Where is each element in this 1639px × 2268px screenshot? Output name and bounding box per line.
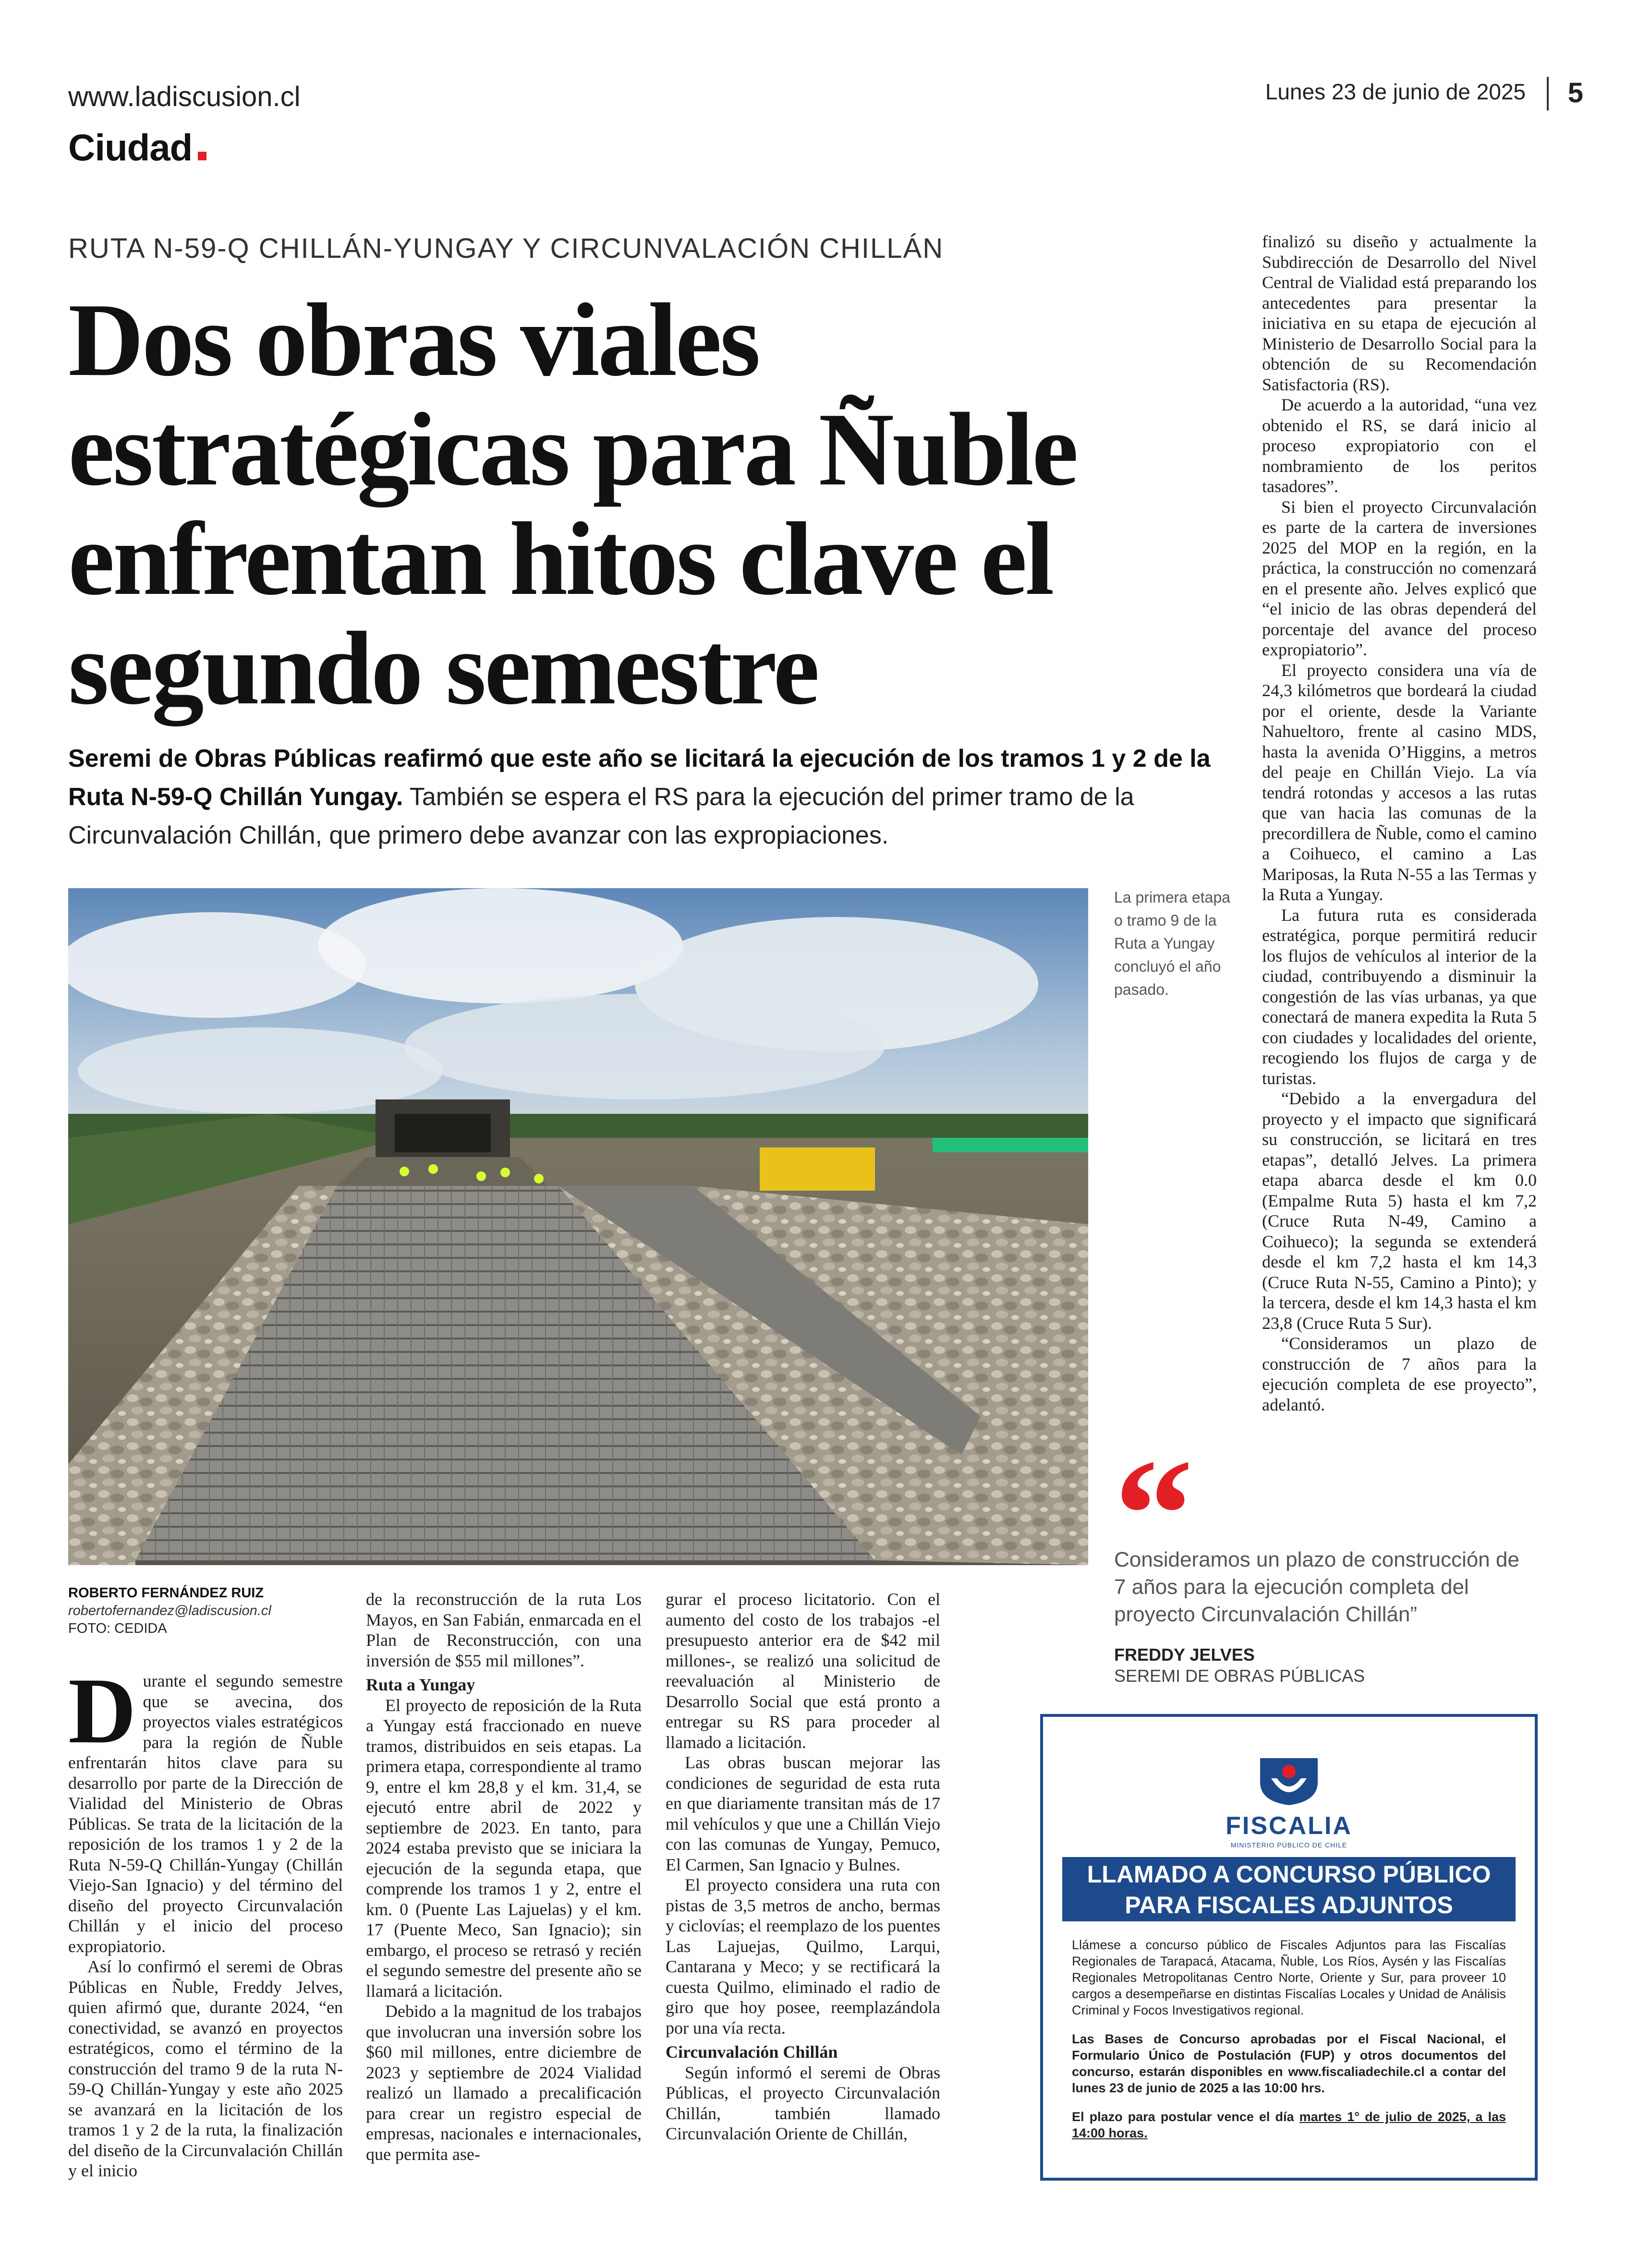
paragraph	[68, 1659, 343, 1956]
paragraph-text: urante el segundo semestre que se avecina, dos proyectos viales estratégicos para la región de Ñuble enfrentarán hitos clave para su desarrollo por parte de la Dirección de Vialidad del Ministerio de Obras Públicas. Se trata de la licitación de la reposición de los tramos 1 y 2 de la Ruta N-59-Q Chillán-Yungay (Chillán Viejo-San Ignacio) y del término del diseño del proyecto Circunvalación Chillán y el inicio del proceso expropiatorio.	[68, 1671, 343, 1956]
fiscalia-logo	[1043, 1753, 1535, 1849]
article-column-4	[1262, 231, 1537, 1415]
page-number: 5	[1567, 77, 1583, 109]
article-headline: Dos obras viales estratégicas para Ñuble enfrentan hitos clave el segundo semestre	[68, 282, 1077, 726]
section-label	[68, 126, 206, 169]
ad-title-line-1: LLAMADO A CONCURSO PÚBLICO	[1087, 1861, 1491, 1888]
fiscalia-logo-subtext: MINISTERIO PÚBLICO DE CHILE	[1230, 1841, 1348, 1849]
paragraph: “Debido a la envergadura del proyecto y el impacto que significará su construcción, se licitará en tres etapas”, detalló Jelves. La primera etapa abarca desde el km 0.0 (Empalme Ruta 5) hasta el km 7,2 (Cruce Ruta N-49, Camino a Coihueco); la segunda se extenderá desde el km 7,2 hasta el km 14,3 (Cruce Ruta N-55, Camino a Pinto); y la tercera, desde el km 14,3 hasta el km 23,8 (Cruce Ruta 5 Sur).	[1262, 1089, 1537, 1333]
article-lede	[68, 739, 1235, 855]
article-kicker: RUTA N-59-Q CHILLÁN-YUNGAY Y CIRCUNVALACIÓN CHILLÁN	[68, 233, 944, 264]
issue-date: Lunes 23 de junio de 2025	[1265, 79, 1526, 104]
paragraph: El proyecto considera una vía de 24,3 kilómetros que bordeará la ciudad por el oriente, desde la Variante Nahueltoro, frente al casino MDS, hasta la avenida O’Higgins, a metros del peaje en Chillán Viejo. La vía tendrá rotondas y accesos a las rutas que van hacia las comunas de la precordillera de Ñuble, como el camino a Coihueco, el camino a Las Mariposas, la Ruta N-55 a las Termas y la Ruta a Yungay.	[1262, 660, 1537, 904]
paragraph: finalizó su diseño y actualmente la Subdirección de Desarrollo del Nivel Central de Vialidad está preparando los antecedentes para presentar la iniciativa en su etapa de ejecución al Ministerio de Desarrollo Social para la obtención de su Recomendación Satisfactoria (RS).	[1262, 232, 1537, 394]
ad-paragraph: Las Bases de Concurso aprobadas por el Fiscal Nacional, el Formulario Único de Postulación (FUP) y otros documentos del concurso, estarán disponibles en www.fiscaliadechile.cl a contar del lunes 23 de junio de 2025 a las 10:00 hrs.	[1072, 2032, 1506, 2095]
header-divider	[1547, 77, 1549, 110]
ad-title-line-2: PARA FISCALES ADJUNTOS	[1125, 1892, 1453, 1918]
ad-deadline-date: martes 1° de julio de 2025, a las 14:00 horas.	[1072, 2110, 1506, 2140]
photo-credit: FOTO: CEDIDA	[68, 1621, 167, 1636]
fiscalia-advertisement	[1040, 1714, 1538, 2181]
paragraph: La futura ruta es considerada estratégica, porque permitirá reducir los flujos de vehículos al interior de la ciudad, contribuyendo a disminuir la congestión de las vías urbanas, ya que conectará de manera expedita la Ruta 5 con ciudades y localidades del oriente, recogiendo los flujos de carga y de turistas.	[1262, 905, 1537, 1088]
paragraph: Según informó el seremi de Obras Públicas, el proyecto Circunvalación Chillán, también llamado Circunvalación Oriente de Chillán,	[666, 2063, 940, 2143]
paragraph: Así lo confirmó el seremi de Obras Públicas en Ñuble, Freddy Jelves, quien afirmó que, durante 2024, “en conectividad, se avanzó en proyectos estratégicos, como el término de la construcción del tramo 9 de la ruta N-59-Q Chillán-Yungay y este año 2025 se avanzará en la licitación de los tramos 1 y 2 de la ruta, la finalización del diseño de la Circunvalación Chillán y el inicio	[68, 1957, 343, 2180]
subheading: Circunvalación Chillán	[666, 2042, 838, 2062]
article-photo	[68, 888, 1088, 1565]
article-column-1	[68, 1659, 343, 2181]
drop-cap: D	[68, 1659, 136, 1763]
quote-mark-icon: “	[1114, 1427, 1193, 1602]
ad-deadline	[1072, 2109, 1506, 2141]
pull-quote-text: Consideramos un plazo de construcción de 7 años para la ejecución completa del proyecto Circunvalación Chillán”	[1114, 1548, 1519, 1626]
byline	[68, 1584, 271, 1638]
article-column-2	[366, 1589, 642, 2164]
fiscalia-emblem-icon	[1253, 1753, 1325, 1806]
photo-caption: La primera etapa o tramo 9 de la Ruta a Yungay concluyó el año pasado.	[1114, 889, 1230, 998]
paragraph: De acuerdo a la autoridad, “una vez obtenido el RS, se dará inicio al proceso expropiatorio con el nombramiento de los peritos tasadores”.	[1262, 395, 1537, 496]
site-url[interactable]: www.ladiscusion.cl	[68, 81, 301, 112]
ad-paragraph: Llámese a concurso público de Fiscales Adjuntos para las Fiscalías Regionales de Tarapacá, Atacama, Ñuble, Los Ríos, Aysén y las Fiscalías Regionales Metropolitanas Centro Norte, Oriente y Sur, para proveer 10 cargos a desempeñarse en distintas Fiscalías Locales y Unidad de Análisis Criminal y Focos Investigativos regional.	[1072, 1938, 1506, 2017]
fiscalia-logo-text: FISCALIA	[1226, 1812, 1352, 1840]
paragraph: El proyecto de reposición de la Ruta a Yungay está fraccionado en nueve tramos, distribuidos en seis etapas. La primera etapa, correspondiente al tramo 9, entre el km 28,8 y el km. 31,4, se ejecutó entre abril de 2022 y septiembre de 2023. En tanto, para 2024 estaba previsto que se iniciara la ejecución de la segunda etapa, que comprende los tramos 1 y 2, entre el km. 0 (Puente Las Lajuelas) y el km. 17 (Puente Meco, San Ignacio); sin embargo, el proceso se retrasó y recién el segundo semestre del presente año se llamará a licitación.	[366, 1695, 642, 2001]
paragraph: de la reconstrucción de la ruta Los Mayos, en San Fabián, enmarcada en el Plan de Reconstrucción, con una inversión de $55 mil millones”.	[366, 1590, 642, 1670]
paragraph: gurar el proceso licitatorio. Con el aumento del costo de los trabajos -el presupuesto anterior era de $42 mil millones-, se realizó una solicitud de reevaluación al Ministerio de Desarrollo Social que está pronto a entregar su RS para proceder al llamado a licitación.	[666, 1590, 940, 1752]
ad-body	[1072, 1937, 1506, 2154]
construction-site-image	[68, 888, 1088, 1565]
section-name: Ciudad	[68, 126, 193, 169]
quote-author-role: SEREMI DE OBRAS PÚBLICAS	[1114, 1666, 1365, 1686]
article-column-3	[666, 1589, 940, 2144]
paragraph: Debido a la magnitud de los trabajos que involucran una inversión sobre los $60 mil millones, entre diciembre de 2023 y septiembre de 2024 Vialidad realizó un llamado a precalificación para crear un registro especial de empresas, nacionales e internacionales, que permita ase-	[366, 2002, 642, 2164]
lede-text: También se espera el RS para la ejecución del primer tramo de la Circunvalación Chillán, que primero debe avanzar con las expropiaciones.	[68, 783, 1134, 849]
paragraph: “Consideramos un plazo de construcción de 7 años para la ejecución completa de ese proyecto”, adelantó.	[1262, 1334, 1537, 1414]
paragraph: El proyecto considera una ruta con pistas de 3,5 metros de ancho, bermas y ciclovías; el reemplazo de los puentes Las Lajuejas, Quilmo, Larqui, Cantarana y Meco; y se rectificará la cuesta Quilmo, eliminado el radio de giro que hoy posee, reemplazándola por una vía recta.	[666, 1875, 940, 2038]
paragraph: Las obras buscan mejorar las condiciones de seguridad de esta ruta en que diariamente transitan más de 17 mil vehículos y que une a Chillán Viejo con las comunas de Yungay, Pemuco, El Carmen, San Ignacio y Bulnes.	[666, 1753, 940, 1874]
quote-author: FREDDY JELVES	[1114, 1645, 1255, 1665]
ad-title-banner	[1062, 1857, 1516, 1921]
author-name: ROBERTO FERNÁNDEZ RUIZ	[68, 1585, 264, 1601]
section-dot-icon	[198, 152, 206, 160]
subheading: Ruta a Yungay	[366, 1675, 475, 1694]
lede-bold: Seremi de Obras Públicas reafirmó que este año se licitará la ejecución de los tramos 1 y 2 de la Ruta N-59-Q Chillán Yungay.	[68, 745, 1211, 811]
author-email[interactable]: robertofernandez@ladiscusion.cl	[68, 1603, 271, 1618]
ad-deadline-prefix: El plazo para postular vence el día	[1072, 2110, 1299, 2124]
paragraph: Si bien el proyecto Circunvalación es parte de la cartera de inversiones 2025 del MOP en la región, en la práctica, la construcción no comenzará en el presente año. Jelves explicó que “el inicio de las obras dependerá del porcentaje del avance del proceso expropiatorio”.	[1262, 497, 1537, 659]
